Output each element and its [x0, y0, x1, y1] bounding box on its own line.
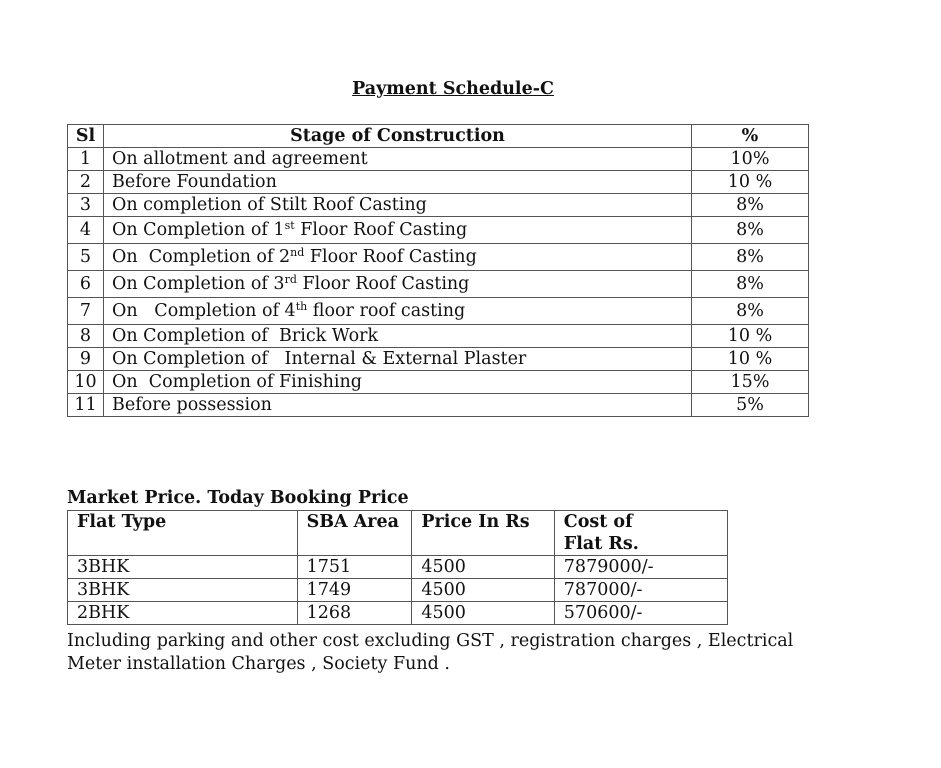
stage-text: On completion of Stilt Roof Casting: [112, 195, 427, 215]
table-row: [68, 148, 809, 171]
cell-sl: 11: [68, 394, 104, 417]
cell-sl: 7: [68, 298, 104, 325]
header-percent: %: [692, 125, 809, 148]
cell-percent: 10 %: [692, 171, 809, 194]
cell-cost: 787000/-: [554, 579, 727, 602]
table-row: [68, 556, 728, 579]
ordinal-suffix: nd: [290, 246, 305, 259]
cell-sba-area: 1749: [297, 579, 412, 602]
cell-percent: 8%: [692, 194, 809, 217]
stage-text: On Completion of Internal & External Plaster: [112, 349, 527, 369]
cell-cost: 570600/-: [554, 602, 727, 625]
header-sl: Sl: [68, 125, 104, 148]
cell-sl: 4: [68, 217, 104, 244]
cell-sl: 2: [68, 171, 104, 194]
table-header-row: [68, 125, 809, 148]
stage-text: Before Foundation: [112, 172, 277, 192]
table-row: [68, 171, 809, 194]
pricing-note: Including parking and other cost excluding GST , registration charges , Electrical Meter installation Charges , Society Fund .: [67, 631, 794, 674]
cell-price: 4500: [412, 579, 554, 602]
cell-stage: [104, 371, 692, 394]
cell-stage: [104, 171, 692, 194]
cell-percent: 10 %: [692, 348, 809, 371]
stage-text: On allotment and agreement: [112, 149, 368, 169]
stage-text-suffix: floor roof casting: [307, 301, 466, 321]
cell-sl: 9: [68, 348, 104, 371]
page-title: Payment Schedule-C: [352, 79, 554, 99]
cell-sl: 5: [68, 244, 104, 271]
cell-stage: [104, 194, 692, 217]
cell-percent: 8%: [692, 271, 809, 298]
header-sba-area: SBA Area: [297, 511, 412, 556]
cell-stage: [104, 394, 692, 417]
table-row: [68, 325, 809, 348]
market-price-table: [67, 510, 728, 625]
table-row: [68, 217, 809, 244]
cell-stage: [104, 298, 692, 325]
ordinal-suffix: th: [295, 300, 308, 313]
table-header-row: [68, 511, 728, 556]
table-row: [68, 348, 809, 371]
cell-percent: 5%: [692, 394, 809, 417]
table-row: [68, 244, 809, 271]
stage-text-suffix: Floor Roof Casting: [304, 247, 477, 267]
cell-stage: [104, 244, 692, 271]
ordinal-suffix: st: [284, 219, 295, 232]
cell-percent: 8%: [692, 217, 809, 244]
stage-text: On Completion of 1: [112, 220, 285, 240]
cell-sba-area: 1751: [297, 556, 412, 579]
cell-flat-type: 2BHK: [68, 602, 298, 625]
cell-price: 4500: [412, 602, 554, 625]
header-price: Price In Rs: [412, 511, 554, 556]
table-row: [68, 194, 809, 217]
header-flat-type: Flat Type: [68, 511, 298, 556]
cell-sba-area: 1268: [297, 602, 412, 625]
ordinal-suffix: rd: [284, 273, 297, 286]
payment-schedule-table: [67, 124, 809, 417]
cell-stage: [104, 148, 692, 171]
stage-text: On Completion of Finishing: [112, 372, 362, 392]
cell-cost: 7879000/-: [554, 556, 727, 579]
cell-sl: 10: [68, 371, 104, 394]
cell-percent: 10%: [692, 148, 809, 171]
stage-text: On Completion of 2: [112, 247, 291, 267]
stage-text: On Completion of 4: [112, 301, 296, 321]
header-cost-label: Cost of Flat Rs.: [563, 512, 639, 554]
cell-flat-type: 3BHK: [68, 556, 298, 579]
stage-text: On Completion of 3: [112, 274, 285, 294]
table-row: [68, 298, 809, 325]
stage-text-suffix: Floor Roof Casting: [294, 220, 468, 240]
cell-stage: [104, 217, 692, 244]
stage-text-suffix: Floor Roof Casting: [296, 274, 470, 294]
table-row: [68, 394, 809, 417]
cell-flat-type: 3BHK: [68, 579, 298, 602]
table-row: [68, 579, 728, 602]
cell-sl: 3: [68, 194, 104, 217]
table-row: [68, 602, 728, 625]
table-row: [68, 271, 809, 298]
market-price-heading: Market Price. Today Booking Price: [67, 488, 409, 508]
cell-sl: 8: [68, 325, 104, 348]
stage-text: Before possession: [112, 395, 272, 415]
cell-percent: 10 %: [692, 325, 809, 348]
header-stage: Stage of Construction: [104, 125, 692, 148]
cell-stage: [104, 271, 692, 298]
cell-percent: 15%: [692, 371, 809, 394]
cell-stage: [104, 325, 692, 348]
cell-percent: 8%: [692, 244, 809, 271]
stage-text: On Completion of Brick Work: [112, 326, 379, 346]
header-cost: [554, 511, 727, 556]
cell-percent: 8%: [692, 298, 809, 325]
cell-price: 4500: [412, 556, 554, 579]
table-row: [68, 371, 809, 394]
cell-stage: [104, 348, 692, 371]
cell-sl: 6: [68, 271, 104, 298]
cell-sl: 1: [68, 148, 104, 171]
